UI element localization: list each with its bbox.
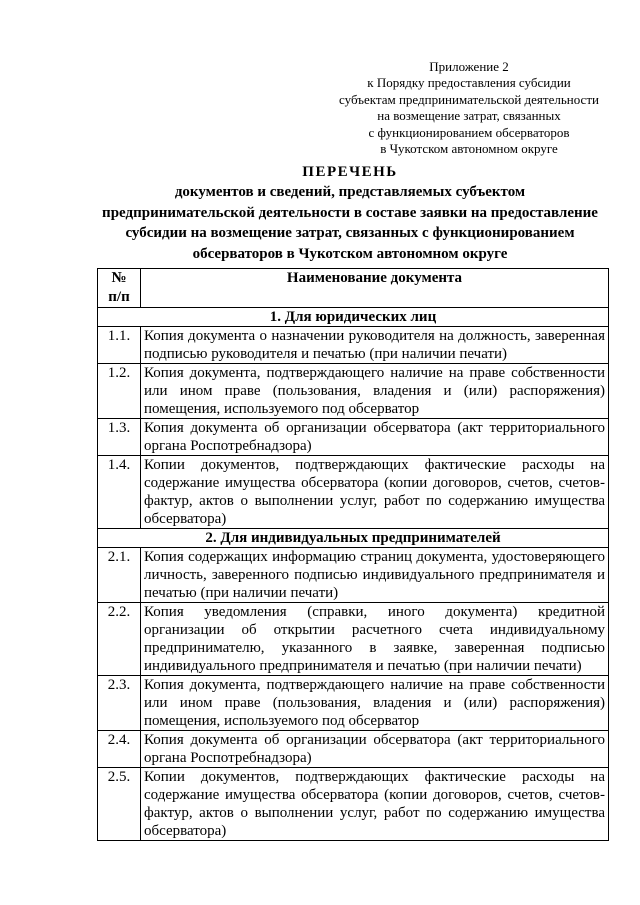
table-row bbox=[98, 364, 609, 419]
row-number: 1.2. bbox=[98, 364, 141, 419]
column-header-number-label: № п/п bbox=[108, 270, 130, 305]
table-row bbox=[98, 327, 609, 364]
title-heading: ПЕРЕЧЕНЬ bbox=[302, 164, 398, 180]
row-number: 2.4. bbox=[98, 731, 141, 768]
document-name: Копия документа, подтверждающего наличие на праве собственности или ином праве (пользования, владения и (или) распоряжения) помещения, используемого под обсерватор bbox=[141, 364, 609, 419]
title-line: документов и сведений, представляемых субъектом bbox=[174, 184, 526, 200]
table-header-row bbox=[98, 269, 609, 308]
title-line: обсерваторов в Чукотском автономном округе bbox=[192, 245, 508, 262]
appendix-line: к Порядку предоставления субсидии bbox=[367, 75, 571, 91]
table-row bbox=[98, 456, 609, 529]
appendix-line: субъектам предпринимательской деятельности bbox=[339, 91, 599, 107]
appendix-line: с функционированием обсерваторов bbox=[368, 124, 570, 140]
documents-table bbox=[97, 268, 609, 841]
table-row bbox=[98, 768, 609, 841]
column-header-name: Наименование документа bbox=[141, 269, 609, 308]
row-number: 2.2. bbox=[98, 603, 141, 676]
row-number: 1.4. bbox=[98, 456, 141, 529]
document-name: Копия документа об организации обсерватора (акт территориального органа Роспотребнадзора) bbox=[141, 419, 609, 456]
row-number: 1.3. bbox=[98, 419, 141, 456]
section-title: 2. Для индивидуальных предпринимателей bbox=[98, 529, 609, 548]
appendix-line: в Чукотском автономном округе bbox=[380, 141, 558, 157]
table-row bbox=[98, 548, 609, 603]
appendix-line: на возмещение затрат, связанных bbox=[377, 108, 561, 124]
document-name: Копия содержащих информацию страниц документа, удостоверяющего личность, заверенного подписью индивидуального предпринимателя и печатью (при наличии печати) bbox=[141, 548, 609, 603]
row-number: 2.5. bbox=[98, 768, 141, 841]
title-line: предпринимательской деятельности в составе заявки на предоставление bbox=[102, 204, 598, 221]
document-name: Копия документа, подтверждающего наличие на праве собственности или ином праве (пользования, владения и (или) распоряжения) помещения, используемого под обсерватор bbox=[141, 676, 609, 731]
table-row bbox=[98, 731, 609, 768]
column-header-number bbox=[98, 269, 141, 308]
section-row bbox=[98, 308, 609, 327]
document-name: Копия документа об организации обсерватора (акт территориального органа Роспотребнадзора) bbox=[141, 731, 609, 768]
appendix-header bbox=[330, 59, 608, 157]
section-title: 1. Для юридических лиц bbox=[98, 308, 609, 327]
document-title bbox=[60, 163, 640, 264]
document-name: Копия документа о назначении руководителя на должность, заверенная подписью руководителя и печатью (при наличии печати) bbox=[141, 327, 609, 364]
row-number: 2.1. bbox=[98, 548, 141, 603]
title-line: субсидии на возмещение затрат, связанных с функционированием bbox=[125, 225, 575, 242]
table-row bbox=[98, 676, 609, 731]
table-row bbox=[98, 603, 609, 676]
appendix-line: Приложение 2 bbox=[429, 59, 509, 74]
document-name: Копии документов, подтверждающих фактические расходы на содержание имущества обсерватора (копии договоров, счетов, счетов-фактур, актов о выполнении услуг, работ по содержанию имущества обсерватора) bbox=[141, 456, 609, 529]
row-number: 1.1. bbox=[98, 327, 141, 364]
document-name: Копии документов, подтверждающих фактические расходы на содержание имущества обсерватора (копии договоров, счетов, счетов-фактур, актов о выполнении услуг, работ по содержанию имущества обсерватора) bbox=[141, 768, 609, 841]
row-number: 2.3. bbox=[98, 676, 141, 731]
document-name: Копия уведомления (справки, иного документа) кредитной организации об открытии расчетного счета индивидуальному предпринимателю, указанного в заявке, заверенная подписью индивидуального предпринимателя и печатью (при наличии печати) bbox=[141, 603, 609, 676]
section-row bbox=[98, 529, 609, 548]
table-row bbox=[98, 419, 609, 456]
